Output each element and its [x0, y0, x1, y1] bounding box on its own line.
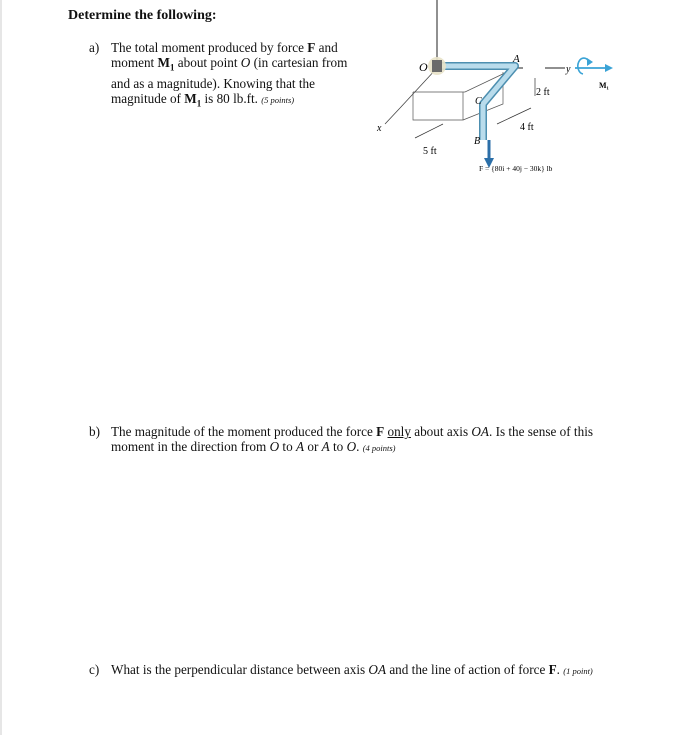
question-c-label: c) — [89, 662, 100, 677]
question-b-points: (4 points) — [362, 443, 396, 453]
question-b-text: The magnitude of the moment produced the force F only about axis OA. Is the sense of this moment in the direction from O to A or A to O. (4 points) — [111, 424, 593, 454]
question-a-label: a) — [89, 40, 100, 55]
force-equation: F = {80i + 40j − 30k} lb — [479, 164, 553, 173]
pipe-assembly-figure — [375, 0, 625, 180]
dim-4ft: 4 ft — [520, 122, 534, 133]
support-O — [432, 60, 442, 72]
page-edge — [0, 0, 2, 735]
label-O: O — [419, 60, 428, 74]
dim-5ft-line — [415, 124, 443, 138]
question-c-text: What is the perpendicular distance between axis OA and the line of action of force F. (1 point) — [111, 662, 593, 677]
x-axis-extension — [385, 108, 400, 124]
label-A: A — [513, 53, 520, 65]
moment-M1-curl-head — [587, 58, 593, 66]
question-a-text: The total moment produced by force F and moment $M_1$ about point O (in cartesian from and as a magnitude). Knowing that the magnitude of $M_1$ is 80 lb.ft. (5 points) — [111, 40, 348, 109]
label-x: x — [377, 123, 382, 134]
page-heading: Determine the following: — [68, 8, 217, 23]
label-y: y — [566, 64, 571, 75]
label-B: B — [474, 136, 481, 147]
question-a-points: (5 points) — [261, 94, 295, 105]
label-C: C — [475, 96, 482, 107]
box-front — [413, 92, 463, 120]
label-M1: M₁ — [599, 81, 609, 90]
dim-2ft: 2 ft — [536, 87, 550, 98]
question-c-points: (1 point) — [563, 666, 593, 676]
dim-5ft: 5 ft — [423, 146, 437, 157]
question-b-label: b) — [89, 424, 100, 439]
moment-M1-arrowhead — [605, 64, 613, 72]
x-axis-line — [400, 68, 437, 108]
